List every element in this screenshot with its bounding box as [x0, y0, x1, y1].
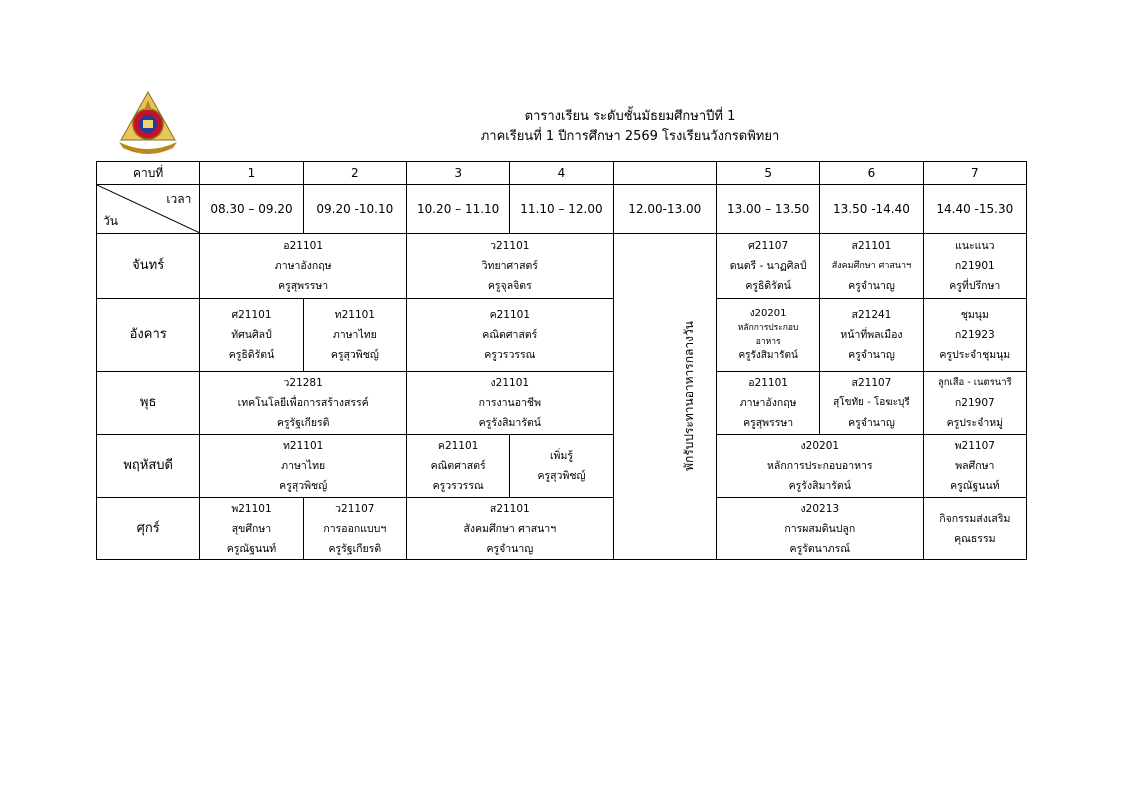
class-cell: แนะแนว ก21901 ครูที่ปรึกษา	[923, 234, 1026, 299]
class-cell: อ21101 ภาษาอังกฤษ ครูสุพรรษา	[200, 234, 407, 299]
class-cell: เพิ่มรู้ ครูสุวพิชญ์	[510, 435, 613, 498]
period-5: 5	[716, 162, 819, 185]
class-cell: ท21101 ภาษาไทย ครูสุวพิชญ์	[303, 299, 406, 372]
class-cell: ง21101 การงานอาชีพ ครูรังสิมารัตน์	[406, 372, 613, 435]
lunch-cell	[613, 234, 716, 560]
class-cell: อ21101 ภาษาอังกฤษ ครูสุพรรษา	[716, 372, 819, 435]
class-cell: ส21241 หน้าที่พลเมือง ครูจำนาญ	[820, 299, 923, 372]
class-cell: ง20201 หลักการประกอบอาหาร ครูรังสิมารัตน์	[716, 435, 923, 498]
class-cell: ท21101 ภาษาไทย ครูสุวพิชญ์	[200, 435, 407, 498]
class-cell: ส21101 สังคมศึกษา ศาสนาฯ ครูจำนาญ	[406, 498, 613, 560]
day-name: พุธ	[97, 372, 200, 435]
day-row-thu	[97, 435, 1027, 498]
class-cell: ว21281 เทคโนโลยีเพื่อการสร้างสรรค์ ครูรัฐเกียรติ	[200, 372, 407, 435]
period-4: 4	[510, 162, 613, 185]
class-cell: ส21101 สังคมศึกษา ศาสนาฯ ครูจำนาญ	[820, 234, 923, 299]
time-slot-lunch: 12.00-13.00	[613, 185, 716, 234]
period-2: 2	[303, 162, 406, 185]
time-slot-1: 08.30 – 09.20	[200, 185, 303, 234]
time-slot-5: 13.00 – 13.50	[716, 185, 819, 234]
class-cell: กิจกรรมส่งเสริม คุณธรรม	[923, 498, 1026, 560]
school-emblem-logo	[113, 90, 183, 156]
class-cell: ค21101 คณิตศาสตร์ ครูวรวรรณ	[406, 299, 613, 372]
corner-period: คาบที่	[97, 162, 200, 185]
day-name: จันทร์	[97, 234, 200, 299]
day-row-wed	[97, 372, 1027, 435]
time-slot-2: 09.20 -10.10	[303, 185, 406, 234]
class-cell: พ21101 สุขศึกษา ครูณัฐนนท์	[200, 498, 303, 560]
period-3: 3	[406, 162, 509, 185]
class-cell: ลูกเสือ - เนตรนารี ก21907 ครูประจำหมู่	[923, 372, 1026, 435]
time-slot-4: 11.10 – 12.00	[510, 185, 613, 234]
period-7: 7	[923, 162, 1026, 185]
class-cell: ว21101 วิทยาศาสตร์ ครูจุลจิตร	[406, 234, 613, 299]
day-row-fri	[97, 498, 1027, 560]
time-row	[97, 185, 1027, 234]
class-cell: ง20201 หลักการประกอบ อาหาร ครูรังสิมารัตน์	[716, 299, 819, 372]
class-cell: ส21107 สุโขทัย - โอฆะบุรี ครูจำนาญ	[820, 372, 923, 435]
corner-time-day	[97, 185, 200, 234]
class-cell: ค21101 คณิตศาสตร์ ครูวรวรรณ	[406, 435, 509, 498]
time-slot-6: 13.50 -14.40	[820, 185, 923, 234]
time-slot-7: 14.40 -15.30	[923, 185, 1026, 234]
day-row-mon	[97, 234, 1027, 299]
page-title: ตารางเรียน ระดับชั้นมัธยมศึกษาปีที่ 1	[524, 109, 736, 124]
corner-day-label: วัน	[103, 214, 118, 228]
time-slot-3: 10.20 – 11.10	[406, 185, 509, 234]
class-cell: ชุมนุม ก21923 ครูประจำชุมนุม	[923, 299, 1026, 372]
day-name: พฤหัสบดี	[97, 435, 200, 498]
day-name: ศุกร์	[97, 498, 200, 560]
period-lunch	[613, 162, 716, 185]
period-1: 1	[200, 162, 303, 185]
class-cell: ศ21101 ทัศนศิลป์ ครูธิดิรัตน์	[200, 299, 303, 372]
day-row-tue	[97, 299, 1027, 372]
page-subtitle: ภาคเรียนที่ 1 ปีการศึกษา 2569 โรงเรียนวังกรดพิทยา	[480, 129, 780, 144]
class-cell: ง20213 การผสมดินปลูก ครูรัตนาภรณ์	[716, 498, 923, 560]
day-name: อังคาร	[97, 299, 200, 372]
timetable	[96, 161, 1027, 560]
lunch-label: พักรับประทานอาหารกลางวัน	[681, 321, 696, 471]
class-cell: ว21107 การออกแบบฯ ครูรัฐเกียรติ	[303, 498, 406, 560]
corner-time-label: เวลา	[166, 192, 192, 206]
class-cell: ศ21107 ดนตรี - นาฏศิลป์ ครูธิดิรัตน์	[716, 234, 819, 299]
class-cell: พ21107 พลศึกษา ครูณัฐนนท์	[923, 435, 1026, 498]
period-header-row	[97, 162, 1027, 185]
period-6: 6	[820, 162, 923, 185]
